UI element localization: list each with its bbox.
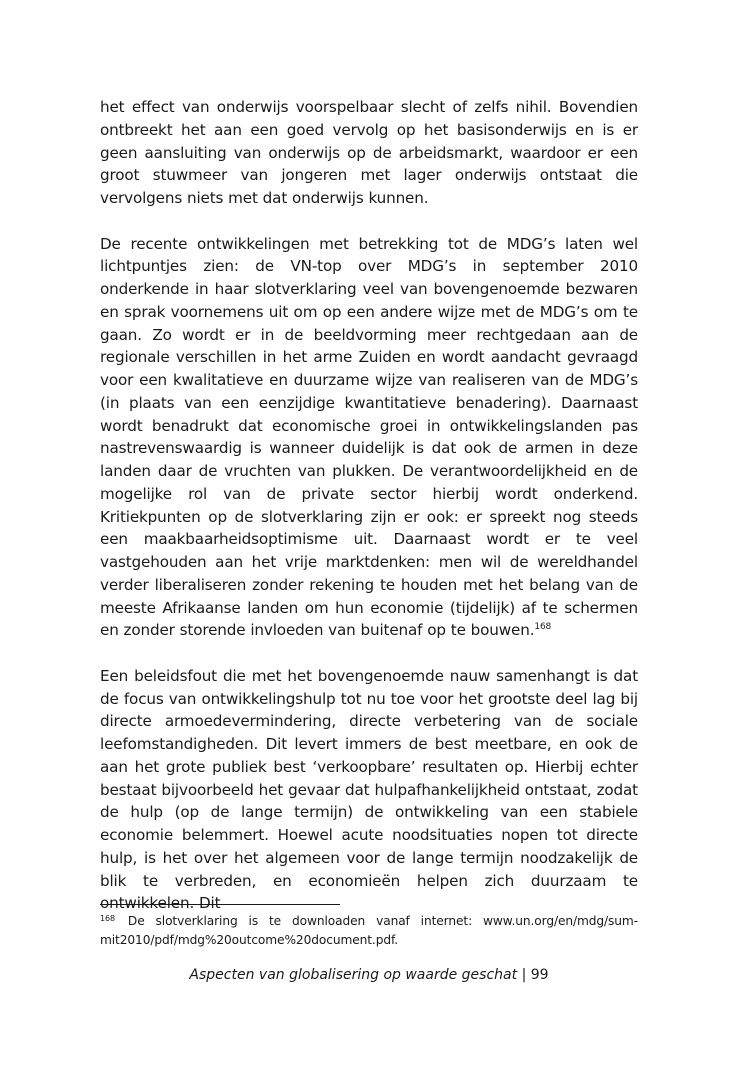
paragraph-2-text: De recente ontwikkelingen met betrekking tot de MDG’s laten wel lichtpuntjes zien: de VN-top over MDG’s in september 2010 onderkende in haar slotverklaring veel van bovengenoemde bezwaren en sprak voornemens uit om op een andere wijze met de MDG’s om te gaan. Zo wordt er in de beeldvorming meer rechtgedaan aan de regionale verschillen in het arme Zuiden en wordt aandacht gevraagd voor een kwalitatieve en duurzame wijze van realiseren van de MDG’s (in plaats van een eenzijdige kwantitatieve benadering). Daarnaast wordt benadrukt dat economische groei in ontwikkelingslanden pas nastrevenswaardig is wanneer duidelijk is dat ook de armen in deze landen daar de vruchten van plukken. De verantwoordelijkheid en de mogelijke rol van de private sector hierbij wordt onderkend. Kritiekpunten op de slotverklaring zijn er ook: er spreekt nog steeds een maakbaarheidsoptimisme uit. Daarnaast wordt er te veel vastgehouden aan het vrije marktdenken: men wil de wereldhandel verder liberaliseren zonder rekening te houden met het belang van de meeste Afrikaanse landen om hun economie (tijdelijk) af te schermen en zonder storende invloeden van buitenaf op te bouwen. <box>100 234 638 640</box>
paragraph-1 <box>100 96 638 210</box>
body-text <box>100 96 638 915</box>
footnote-number: 168 <box>100 914 115 923</box>
paragraph-2 <box>100 233 638 643</box>
footnote-divider <box>100 904 340 905</box>
footnote-text: De slotverklaring is te downloaden vanaf internet: www.un.org/en/mdg/sum-mit2010/pdf/mdg%20outcome%20document.pdf. <box>100 914 638 947</box>
paragraph-1-text: het effect van onderwijs voorspelbaar slecht of zelfs nihil. Bovendien ontbreekt het aan een goed vervolg op het basisonderwijs en is er geen aansluiting van onderwijs op de arbeidsmarkt, waardoor er een groot stuwmeer van jongeren met lager onderwijs ontstaat die vervolgens niets met dat onderwijs kunnen. <box>100 98 638 207</box>
paragraph-3 <box>100 665 638 915</box>
footnote-reference[interactable]: 168 <box>534 622 552 633</box>
paragraph-3-text: Een beleidsfout die met het bovengenoemde nauw samenhangt is dat de focus van ontwikkelingshulp tot nu toe voor het grootste deel lag bij directe armoedevermindering, directe verbetering van de sociale leefomstandigheden. Dit levert immers de best meetbare, en ook de aan het grote publiek best ‘verkoopbare’ resultaten op. Hierbij echter bestaat bijvoorbeeld het gevaar dat hulpafhankelijkheid ontstaat, zodat de hulp (op de lange termijn) de ontwikkeling van een stabiele economie belemmert. Hoewel acute noodsituaties nopen tot directe hulp, is het over het algemeen voor de lange termijn noodzakelijk de blik te verbreden, en economieën helpen zich duurzaam te ontwikkelen. Dit <box>100 666 638 913</box>
footnote <box>100 912 638 949</box>
footer-book-title: Aspecten van globalisering op waarde geschat <box>189 967 518 983</box>
footer-separator: | <box>521 967 527 983</box>
running-footer <box>0 965 738 985</box>
page-number: 99 <box>530 967 549 983</box>
